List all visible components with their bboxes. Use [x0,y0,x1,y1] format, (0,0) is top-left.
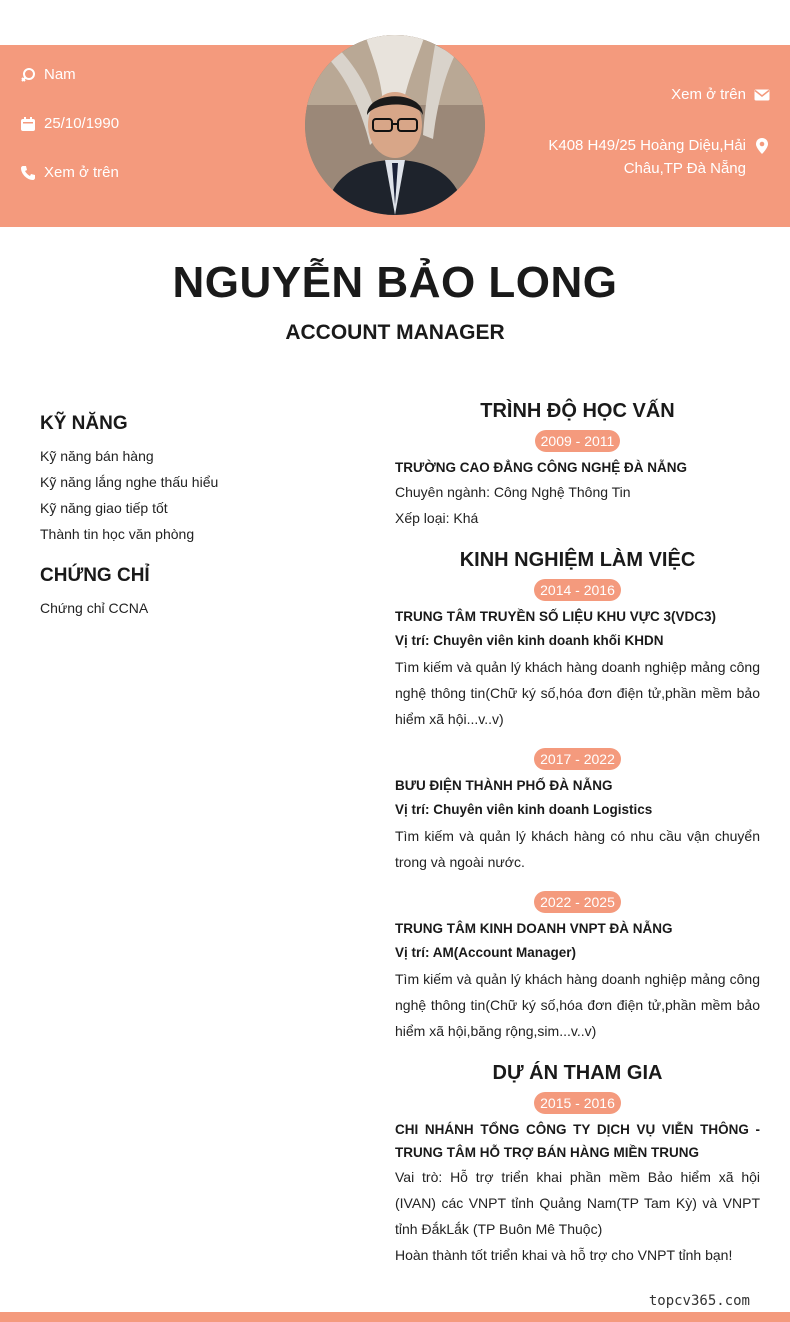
experience-description: Tìm kiếm và quản lý khách hàng doanh nghiệp mảng công nghệ thông tin(Chữ ký số,hóa đơn điện tử,phần mềm bảo hiểm xã hội,băng rộng,sim...v..v) [395,971,760,1039]
gender-text: Nam [44,66,76,83]
calendar-icon [20,116,36,132]
watermark: topcv365.com [648,1293,750,1309]
project-period-badge: 2015 - 2016 [534,1092,621,1114]
education-major: Chuyên ngành: Công Nghệ Thông Tin [395,484,631,500]
experience-entry [395,891,760,1044]
experience-period-badge: 2022 - 2025 [534,891,621,913]
email-row [671,86,770,103]
experience-entry [395,748,760,875]
experience-description: Tìm kiếm và quản lý khách hàng có nhu cầu vận chuyển trong và ngoài nước. [395,828,760,870]
experience-position: Vị trí: Chuyên viên kinh doanh Logistics [395,802,653,817]
certificates-heading: CHỨNG CHỈ [40,565,150,586]
experience-period-badge: 2014 - 2016 [534,579,621,601]
experience-position: Vị trí: Chuyên viên kinh doanh khối KHDN [395,633,664,648]
footer-band [0,1312,790,1322]
address-row [548,134,770,180]
experience-company: TRUNG TÂM TRUYỀN SỐ LIỆU KHU VỰC 3(VDC3) [395,609,716,624]
location-pin-icon [754,138,770,154]
address-line-2: Châu,TP Đà Nẵng [623,160,746,177]
education-grade: Xếp loại: Khá [395,510,479,526]
email-text: Xem ở trên [671,86,746,103]
skill-item: Kỹ năng giao tiếp tốt [40,500,168,516]
certificate-item: Chứng chỉ CCNA [40,600,149,616]
right-column [395,396,760,1268]
profile-photo [305,35,485,215]
experience-position: Vị trí: AM(Account Manager) [395,945,577,960]
projects-heading: DỰ ÁN THAM GIA [492,1062,663,1084]
project-role: Vai trò: Hỗ trợ triển khai phần mềm Bảo hiểm xã hội (IVAN) các VNPT tỉnh Quảng Nam(TP Tam Kỳ) và VNPT tỉnh ĐắkLắk (TP Buôn Mê Thuộc) [395,1169,760,1237]
left-column [40,413,340,621]
education-heading: TRÌNH ĐỘ HỌC VẤN [480,400,675,422]
education-period-badge: 2009 - 2011 [535,430,621,452]
education-school: TRƯỜNG CAO ĐẲNG CÔNG NGHỆ ĐÀ NẴNG [395,460,687,475]
project-result: Hoàn thành tốt triển khai và hỗ trợ cho VNPT tỉnh bạn! [395,1247,733,1263]
candidate-role: ACCOUNT MANAGER [285,321,505,344]
phone-icon [20,165,36,181]
phone-text: Xem ở trên [44,164,119,181]
phone-row [20,164,119,181]
skill-item: Thành tin học văn phòng [40,526,195,542]
envelope-icon [754,87,770,103]
experience-entry [395,579,760,732]
profile-photo-image [305,35,485,215]
skill-item: Kỹ năng lắng nghe thấu hiểu [40,474,219,490]
address-line-1: K408 H49/25 Hoàng Diệu,Hải [548,137,746,154]
skill-item: Kỹ năng bán hàng [40,448,154,464]
candidate-name: NGUYỄN BẢO LONG [172,258,618,307]
project-organization: CHI NHÁNH TỔNG CÔNG TY DỊCH VỤ VIỄN THÔNG - TRUNG TÂM HỖ TRỢ BÁN HÀNG MIỀN TRUNG [395,1122,760,1160]
gender-row [20,66,76,83]
experience-heading: KINH NGHIỆM LÀM VIỆC [459,549,696,571]
skills-heading: KỸ NĂNG [40,413,128,434]
experience-company: TRUNG TÂM KINH DOANH VNPT ĐÀ NẴNG [395,921,673,936]
experience-description: Tìm kiếm và quản lý khách hàng doanh nghiệp mảng công nghệ thông tin(Chữ ký số,hóa đơn điện tử,phần mềm bảo hiểm xã hội...v..v) [395,659,760,727]
gender-icon [20,67,36,83]
experience-period-badge: 2017 - 2022 [534,748,621,770]
birthday-row [20,115,119,132]
experience-company: BƯU ĐIỆN THÀNH PHỐ ĐÀ NẴNG [395,778,613,793]
birthday-text: 25/10/1990 [44,115,120,132]
